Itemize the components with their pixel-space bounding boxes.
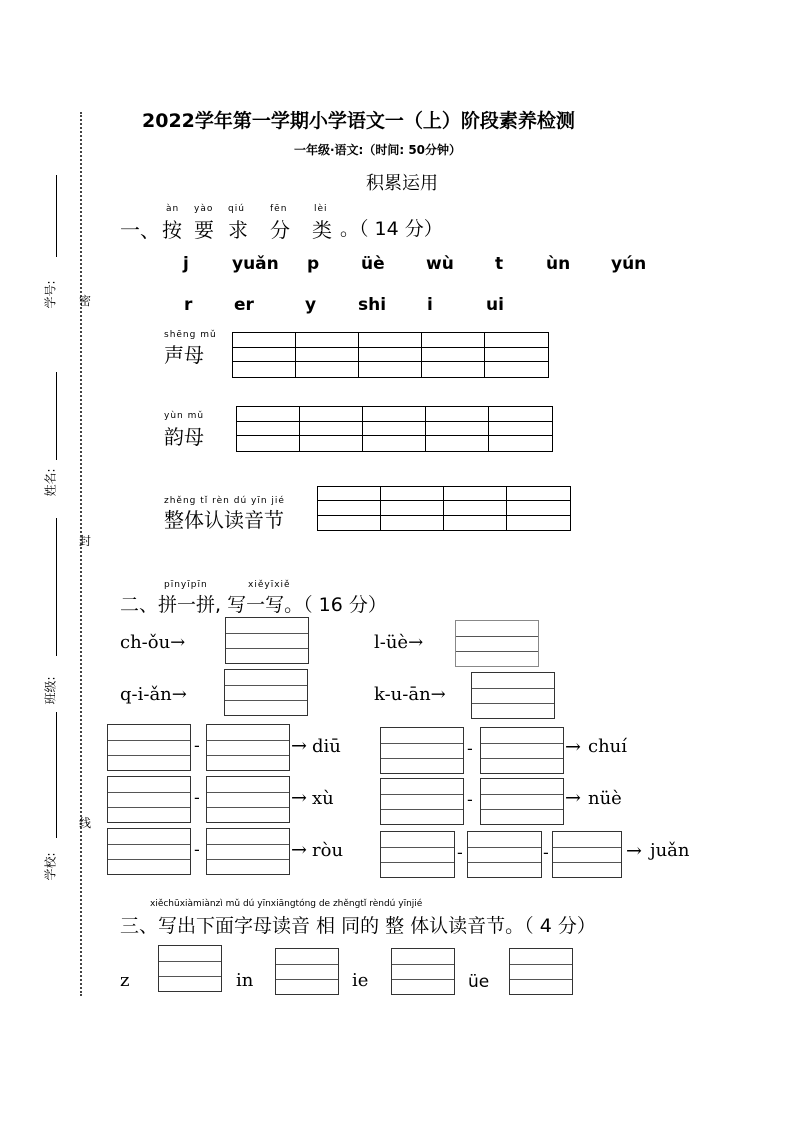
q3-pinyin-annotation: xiěchūxiàmiànzì mǔ dú yīnxiāngtóng de zhěngtǐ rèndú yīnjié <box>150 899 423 909</box>
q2-split-box[interactable] <box>206 828 290 875</box>
dash: - <box>194 788 200 807</box>
q3-letter-z: z <box>120 970 130 991</box>
q1-title-char-3: 求 <box>228 218 248 242</box>
q3-letter-ue: üe <box>468 972 490 992</box>
q1-item: p <box>307 254 320 274</box>
q3-letter-ie: ie <box>352 970 369 991</box>
zhengti-answer-table[interactable] <box>317 486 571 531</box>
student-id-blank <box>56 175 57 257</box>
shengmu-answer-table[interactable] <box>232 332 549 378</box>
q2-split-box[interactable] <box>107 776 191 823</box>
q1-item: t <box>495 254 504 274</box>
q1-item: yún <box>611 254 647 274</box>
zhengti-label: 整体认读音节 <box>164 508 284 532</box>
dash: - <box>467 739 473 758</box>
arrow: → <box>291 735 307 757</box>
q1-item: er <box>234 295 254 315</box>
q1-item: yuǎn <box>232 254 279 274</box>
binding-dotted-line <box>80 112 82 996</box>
q1-item: i <box>427 295 433 315</box>
class-label: 班级: <box>43 676 58 705</box>
dash: - <box>467 790 473 809</box>
q3-answer-box[interactable] <box>158 945 222 992</box>
q2-pinyin-xieyixie: xiěyīxiě <box>248 580 291 590</box>
q2-combo-chou: ch-ǒu→ <box>120 632 186 653</box>
bind-char-feng: 封 <box>79 534 92 548</box>
q1-item: shi <box>358 295 387 315</box>
q2-split-box[interactable] <box>380 727 464 774</box>
q3-answer-box[interactable] <box>275 948 339 995</box>
q3-letter-in: in <box>236 970 254 991</box>
q1-title-suffix: 。（ 14 分） <box>340 218 443 240</box>
bind-char-mi: 密 <box>79 294 92 308</box>
q2-split-box[interactable] <box>467 831 542 878</box>
q1-item: ùn <box>546 254 571 274</box>
q1-item: üè <box>361 254 385 274</box>
shengmu-label: 声母 <box>164 343 204 367</box>
dash: - <box>543 843 549 862</box>
q2-split-box[interactable] <box>206 776 290 823</box>
q2-answer-box[interactable] <box>455 620 539 667</box>
dash: - <box>457 843 463 862</box>
arrow: → <box>291 787 307 809</box>
q2-split-box[interactable] <box>552 831 622 878</box>
yunmu-pinyin: yùn mǔ <box>164 411 205 421</box>
q2-answer-box[interactable] <box>224 669 308 716</box>
arrow: → <box>291 839 307 861</box>
q1-title-char-2: 要 <box>194 218 214 242</box>
q2-split-box[interactable] <box>480 727 564 774</box>
zhengti-pinyin: zhěng tǐ rèn dú yīn jié <box>164 496 285 506</box>
q1-item: ui <box>486 295 504 315</box>
q2-answer-box[interactable] <box>225 617 309 664</box>
q2-combo-lue: l-üè→ <box>374 632 424 653</box>
section-heading: 积累运用 <box>366 173 438 194</box>
school-label: 学校: <box>43 852 58 881</box>
bind-char-xian: 线 <box>79 816 92 830</box>
name-label: 姓名: <box>43 468 58 497</box>
dash: - <box>194 736 200 755</box>
q2-split-box[interactable] <box>206 724 290 771</box>
exam-title: 2022学年第一学期小学语文一（上）阶段素养检测 <box>142 110 575 132</box>
q1-item: j <box>183 254 189 274</box>
q2-combo-kuan: k-u-ān→ <box>374 684 446 705</box>
q1-title-char-4: 分 <box>270 218 290 242</box>
q1-item: r <box>184 295 193 315</box>
arrow: → <box>565 736 581 758</box>
q2-combo-qian: q-i-ǎn→ <box>120 684 187 705</box>
q1-title-char-5: 类 <box>312 218 332 242</box>
q2-split-xu: xù <box>312 788 334 809</box>
q2-split-box[interactable] <box>380 778 464 825</box>
q1-item: wù <box>426 254 454 274</box>
q2-split-chui: chuí <box>588 736 628 757</box>
q1-item: y <box>305 295 317 315</box>
q2-answer-box[interactable] <box>471 672 555 719</box>
q3-answer-box[interactable] <box>391 948 455 995</box>
q2-split-box[interactable] <box>107 828 191 875</box>
q2-split-diu: diū <box>312 736 341 757</box>
q2-split-rou: ròu <box>312 840 344 861</box>
q2-title: 二、拼一拼, 写一写。（ 16 分） <box>120 594 387 616</box>
dash: - <box>194 840 200 859</box>
yunmu-answer-table[interactable] <box>236 406 553 452</box>
q3-title: 三、写出下面字母读音 相 同的 整 体认读音节。（ 4 分） <box>120 915 596 937</box>
q1-pinyin-lei: lèi <box>314 204 328 214</box>
name-blank <box>56 372 57 460</box>
school-blank <box>56 712 57 838</box>
q1-title-prefix: 一、 <box>120 218 160 242</box>
exam-subtitle: 一年级·语文:（时间: 50分钟） <box>294 143 462 157</box>
q1-pinyin-an: àn <box>166 204 180 214</box>
q2-split-box[interactable] <box>380 831 455 878</box>
class-blank <box>56 518 57 656</box>
q2-split-box[interactable] <box>107 724 191 771</box>
arrow: → <box>565 787 581 809</box>
yunmu-label: 韵母 <box>164 425 204 449</box>
q2-split-juan: juǎn <box>650 840 690 861</box>
q3-answer-box[interactable] <box>509 948 573 995</box>
q2-split-nue: nüè <box>588 788 622 809</box>
q1-pinyin-fen: fēn <box>270 204 288 214</box>
q2-pinyin-pinyipin: pīnyīpīn <box>164 580 208 590</box>
q1-pinyin-yao: yào <box>194 204 214 214</box>
q1-pinyin-qiu: qiú <box>228 204 245 214</box>
shengmu-pinyin: shēng mǔ <box>164 330 217 340</box>
arrow: → <box>626 840 642 862</box>
q2-split-box[interactable] <box>480 778 564 825</box>
student-id-label: 学号: <box>43 280 58 309</box>
q1-title-char-1: 按 <box>162 218 182 242</box>
